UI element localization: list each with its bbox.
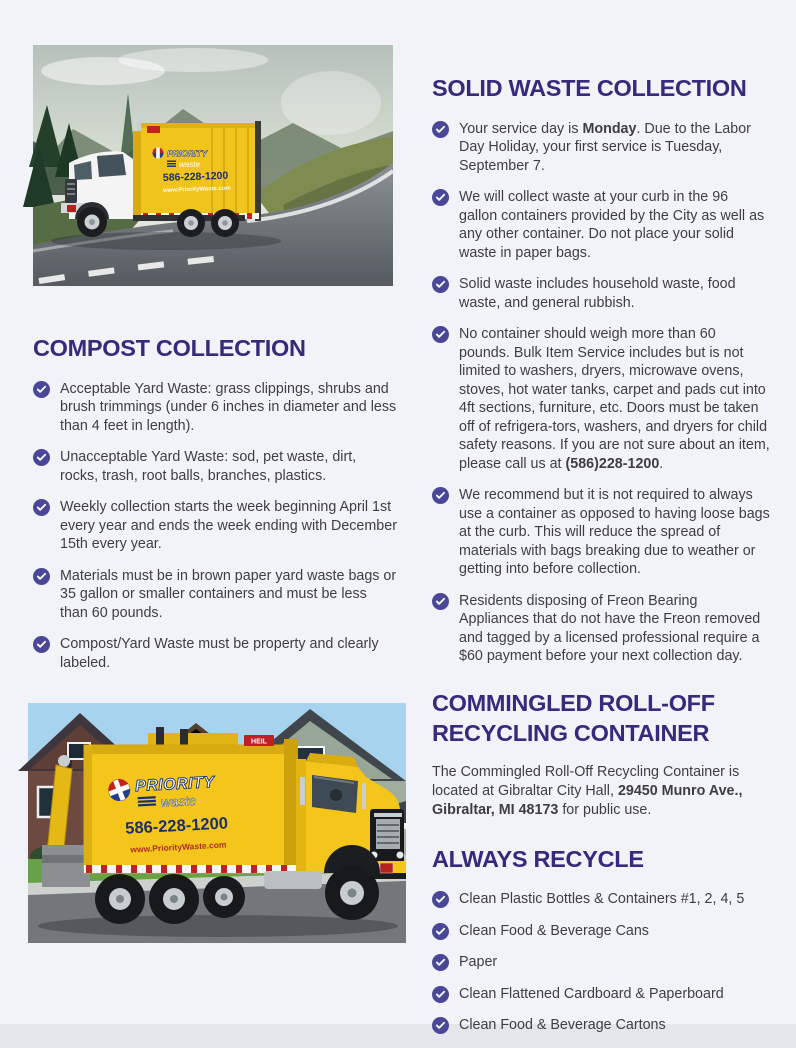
check-icon: [432, 189, 449, 206]
bullet-text: Materials must be in brown paper yard waste bags or 35 gallon or smaller containers and must be less than 60 pounds.: [60, 567, 397, 621]
commingled-section: [432, 688, 770, 820]
bullet-item: [33, 498, 397, 554]
truck-neighborhood-photo: [28, 703, 406, 943]
commingled-title: [432, 688, 770, 749]
truck-road-illustration: [33, 45, 393, 286]
bullet-item: [33, 567, 397, 623]
grille: [376, 819, 400, 849]
brand-text: PRIORITY: [134, 774, 215, 796]
brand2-text: waste: [179, 160, 200, 169]
rear-frame: [255, 121, 261, 221]
bullet-item: [432, 325, 770, 473]
bullet-item: [432, 922, 770, 941]
always-recycle-section: [432, 844, 770, 1035]
bullet-item: [432, 953, 770, 972]
bullet-item: [432, 592, 770, 666]
bullet-text: Your service day is Monday. Due to the Labor Day Holiday, your first service is Tuesday, September 7.: [459, 120, 751, 174]
bullet-item: [33, 380, 397, 436]
check-icon: [432, 276, 449, 293]
check-icon: [432, 487, 449, 504]
brand-text: PRIORITY: [167, 148, 208, 159]
always-recycle-list: [432, 890, 770, 1035]
brand2-text: waste: [160, 793, 197, 810]
truck-road-photo: [33, 45, 393, 286]
driver: [330, 789, 342, 801]
bullet-text: Clean Flattened Cardboard & Paperboard: [459, 985, 724, 1002]
fuel-tank: [264, 871, 322, 889]
check-icon: [432, 1017, 449, 1034]
license-plate: [380, 863, 393, 873]
solid-waste-list: [432, 120, 770, 666]
bullet-item: [432, 1016, 770, 1035]
commingled-paragraph: The Commingled Roll-Off Recycling Container is located at Gibraltar City Hall, 29450 Munro Ave., Gibraltar, MI 48173 for public use.: [432, 763, 743, 818]
check-icon: [432, 891, 449, 908]
headlight: [397, 852, 404, 859]
bullet-item: [432, 120, 770, 176]
check-icon: [33, 568, 50, 585]
bullet-item: [432, 188, 770, 262]
truck-body: [84, 745, 296, 873]
bullet-text: We will collect waste at your curb in the 96 gallon containers provided by the City as well as any other container. Do not place your solid waste in paper bags.: [459, 189, 765, 261]
bullet-text: Paper: [459, 954, 498, 971]
check-icon: [432, 121, 449, 138]
windshield: [97, 154, 126, 177]
hazard-strip: [84, 865, 296, 873]
bullet-text: Solid waste includes household waste, food waste, and general rubbish.: [459, 276, 736, 311]
bullet-text: Residents disposing of Freon Bearing Appliances that do not have the Freon removed and tagged by a licensed professional require a $60 payment before your next collection day.: [459, 592, 761, 665]
website-text: www.PriorityWaste.com: [130, 839, 227, 855]
bullet-item: [432, 275, 770, 312]
commingled-title-line1: COMMINGLED ROLL-OFF: [432, 689, 715, 716]
bullet-text: Weekly collection starts the week beginning April 1st every year and ends the week ending with December 15th every year.: [60, 499, 397, 553]
body-frame: [284, 739, 298, 873]
bullet-item: [432, 890, 770, 909]
solid-waste-section: [432, 73, 770, 666]
check-icon: [432, 986, 449, 1003]
cloud: [118, 48, 268, 72]
truck-neighborhood-illustration: [28, 703, 406, 943]
compost-section: [33, 333, 397, 685]
check-icon: [432, 923, 449, 940]
check-icon: [432, 954, 449, 971]
check-icon: [432, 326, 449, 343]
check-icon: [33, 449, 50, 466]
bullet-item: [33, 635, 397, 672]
mirror: [300, 777, 305, 805]
right-column: [432, 73, 770, 1048]
bullet-text: Clean Food & Beverage Cans: [459, 922, 649, 939]
bullet-text: No container should weigh more than 60 pounds. Bulk Item Service includes but is not limited to washers, dryers, microwave ovens, stoves, hot water tanks, carpet and pads cut into 4ft sections, furniture, etc. Doors must be taken off of refrigera-tors, washers, and dryers for child safety reasons. If you are not sure about an item, please call us at (586)228-1200.: [459, 326, 770, 472]
website-text: www.PriorityWaste.com: [162, 185, 231, 194]
check-icon: [33, 381, 50, 398]
commingled-title-line2: RECYCLING CONTAINER: [432, 720, 710, 747]
license-plate: [67, 205, 76, 212]
bullet-text: Compost/Yard Waste must be property and clearly labeled.: [60, 636, 379, 671]
bullet-item: [432, 985, 770, 1004]
always-recycle-title: ALWAYS RECYCLE: [432, 845, 644, 872]
check-icon: [33, 499, 50, 516]
bullet-text: Clean Food & Beverage Cartons: [459, 1017, 666, 1034]
phone-text: 586-228-1200: [162, 169, 229, 184]
phone-text: 586-228-1200: [124, 814, 229, 838]
bullet-item: [33, 448, 397, 485]
compost-list: [33, 380, 397, 673]
bullet-text: Unacceptable Yard Waste: sod, pet waste, dirt, rocks, trash, root balls, branches, plastics.: [60, 449, 357, 484]
compost-title: COMPOST COLLECTION: [33, 335, 306, 361]
bullet-text: Acceptable Yard Waste: grass clippings, shrubs and brush trimmings (under 6 inches in diameter and less than 4 feet in length).: [60, 380, 397, 434]
bullet-item: [432, 486, 770, 579]
check-icon: [432, 593, 449, 610]
solid-waste-title: SOLID WASTE COLLECTION: [432, 75, 747, 101]
bullet-text: We recommend but it is not required to always use a container as opposed to having loose bags at the curb. This will reduce the spread of materials with bags breaking due to weather or getting into before collection.: [459, 487, 770, 578]
check-icon: [33, 636, 50, 653]
hopper: [42, 845, 90, 887]
heil-text: HEIL: [251, 738, 267, 746]
body-front-face: [133, 131, 141, 219]
bullet-text: Clean Plastic Bottles & Containers #1, 2, 4, 5: [459, 891, 745, 908]
grille: [65, 179, 77, 203]
red-badge: [147, 126, 160, 133]
